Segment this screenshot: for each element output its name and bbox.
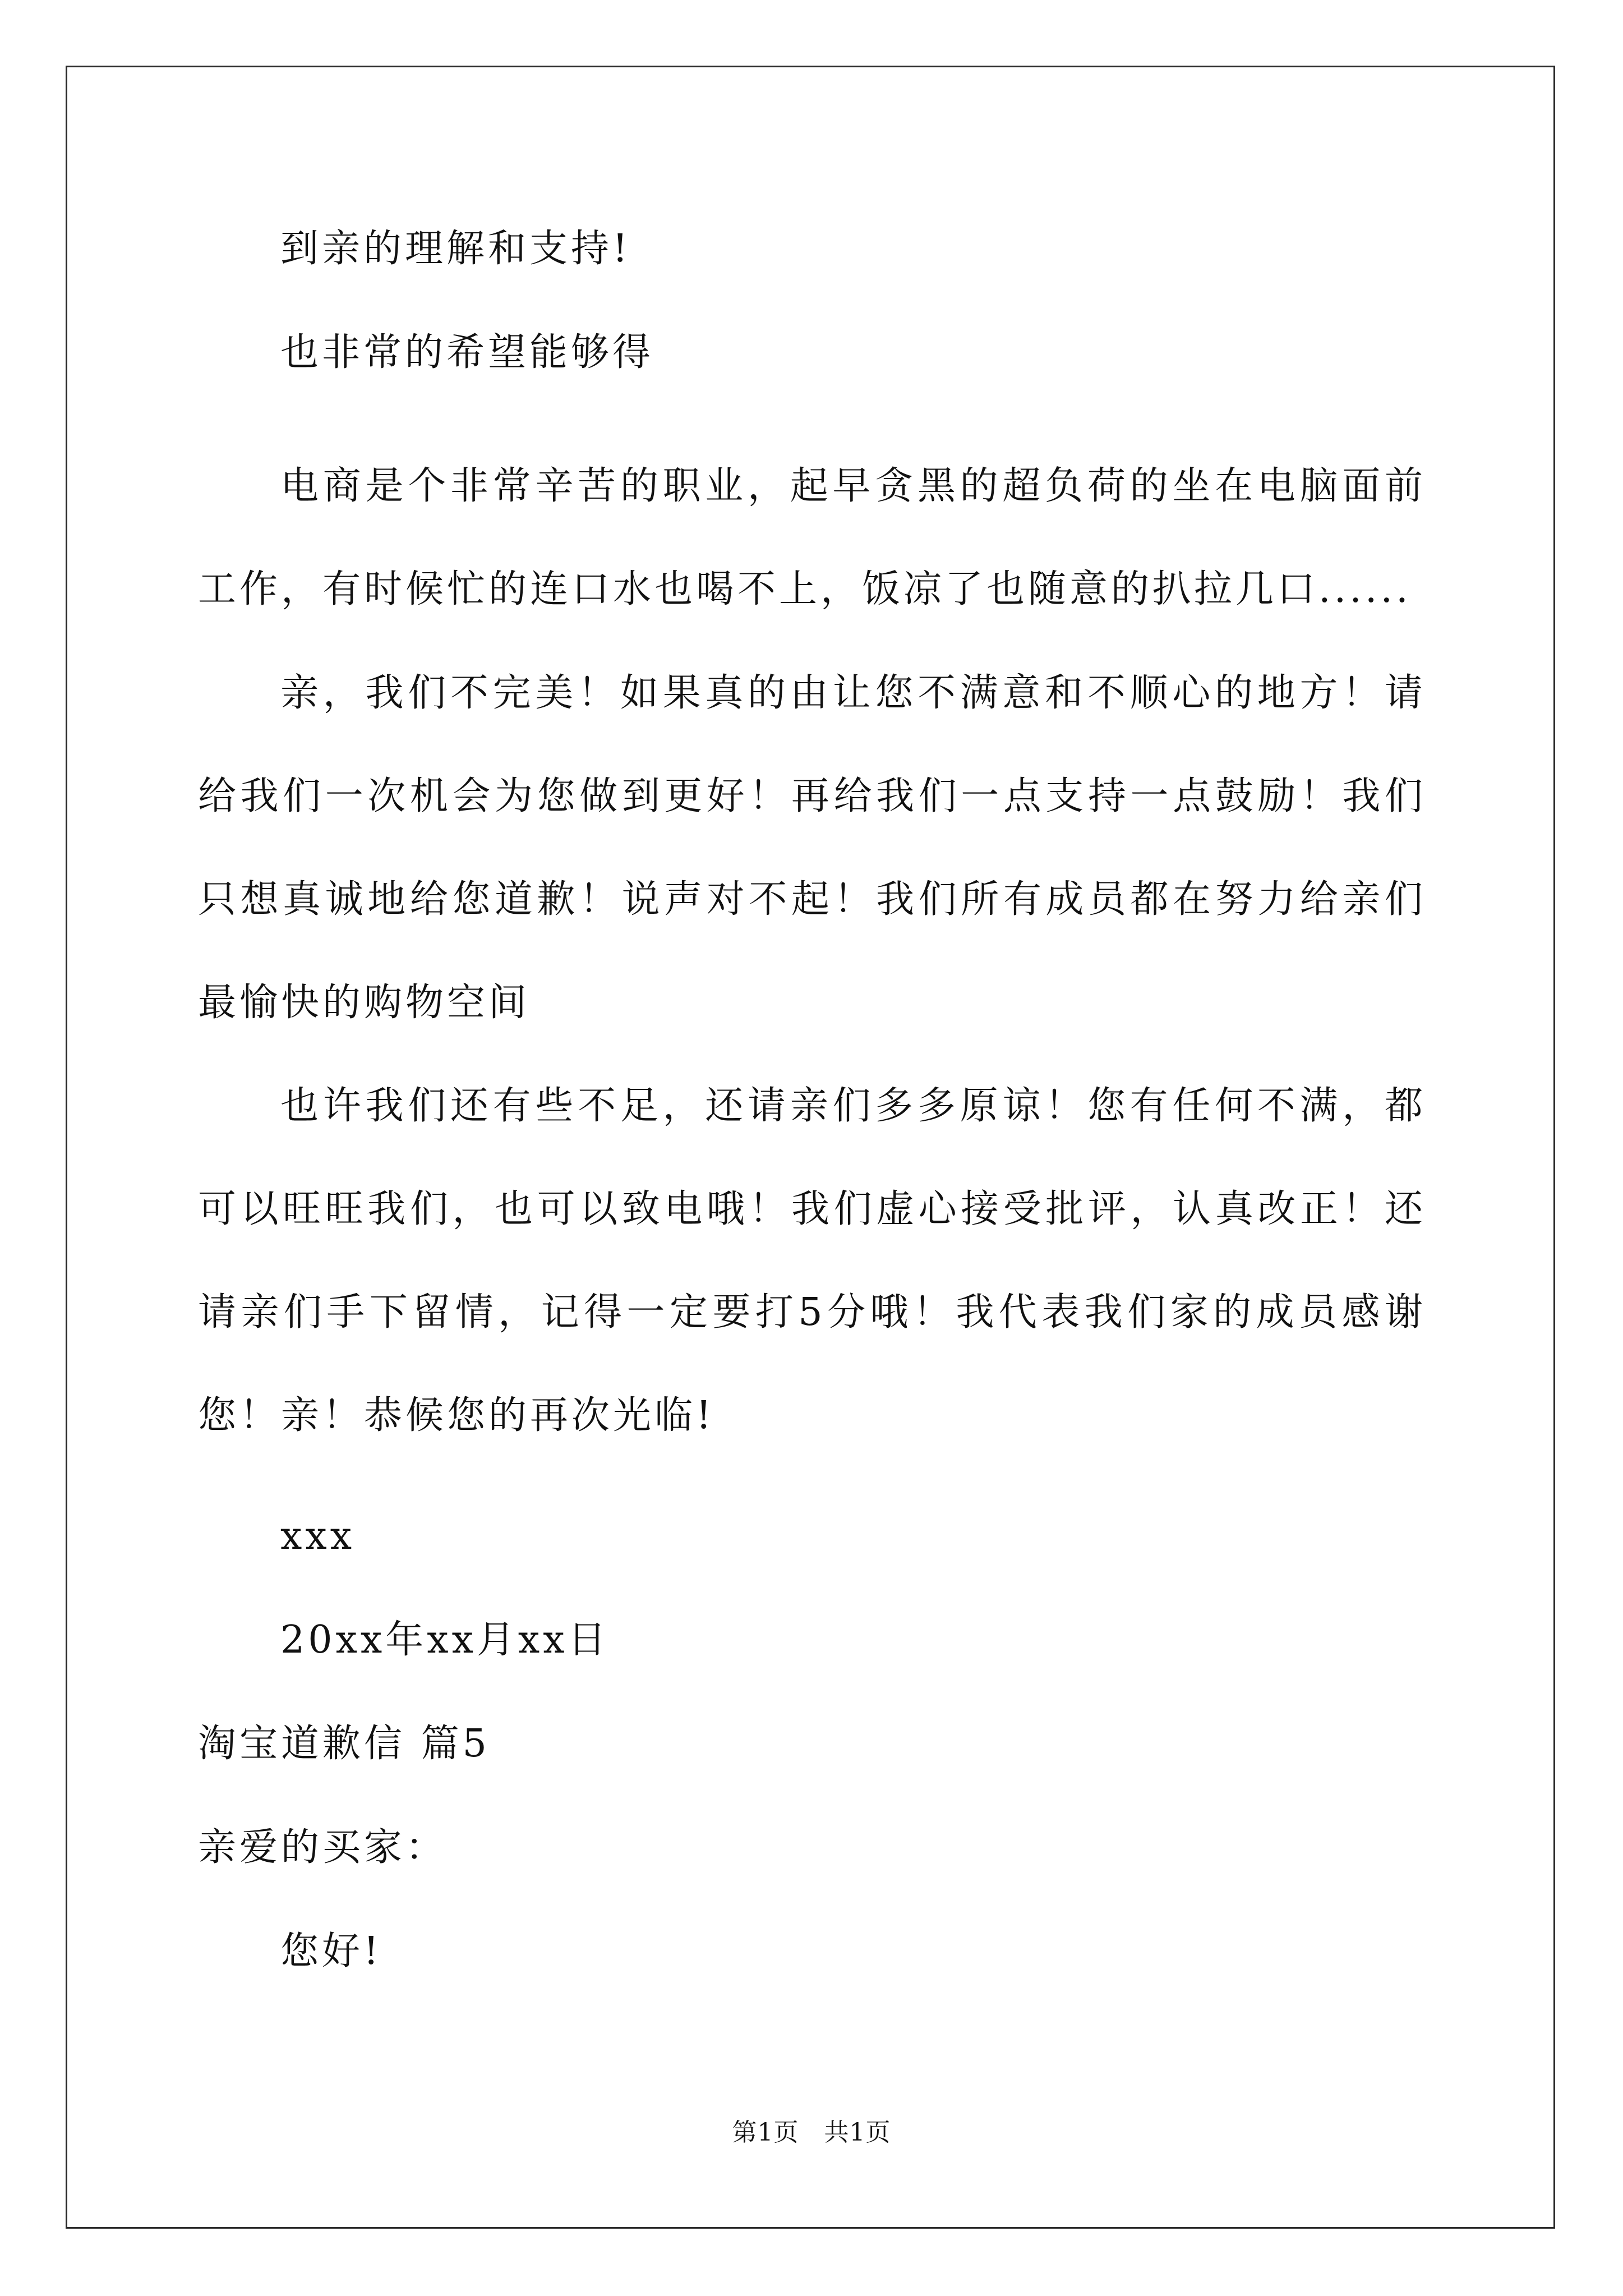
text-line-1: 到亲的理解和支持! [280, 227, 631, 271]
paragraph-3: 也许我们还有些不足，还请亲们多多原谅！您有任何不满，都可以旺旺我们，也可以致电哦！我们虚心接受批评，认真改正！还请亲们手下留情，记得一定要打5分哦！我代表我们家的成员感谢您！亲！恭候您的再次光临! [198, 1084, 1426, 1438]
text-line-2: 也非常的希望能够得 [280, 330, 654, 375]
signature: xxx [280, 1514, 356, 1558]
page-footer: 第1页 共1页 [732, 2118, 891, 2147]
greeting: 您好! [280, 1929, 382, 1973]
date: 20xx年xx月xx日 [280, 1618, 610, 1662]
paragraph-1: 电商是个非常辛苦的职业，起早贪黑的超负荷的坐在电脑面前工作，有时候忙的连口水也喝不上，饭凉了也随意的扒拉几口...... [198, 464, 1426, 611]
salutation: 亲爱的买家： [198, 1825, 448, 1870]
section-title: 淘宝道歉信 篇5 [198, 1722, 490, 1766]
paragraph-2: 亲，我们不完美！如果真的由让您不满意和不顺心的地方！请给我们一次机会为您做到更好！再给我们一点支持一点鼓励！我们只想真诚地给您道歉！说声对不起！我们所有成员都在努力给亲们最愉快的购物空间 [198, 671, 1426, 1025]
